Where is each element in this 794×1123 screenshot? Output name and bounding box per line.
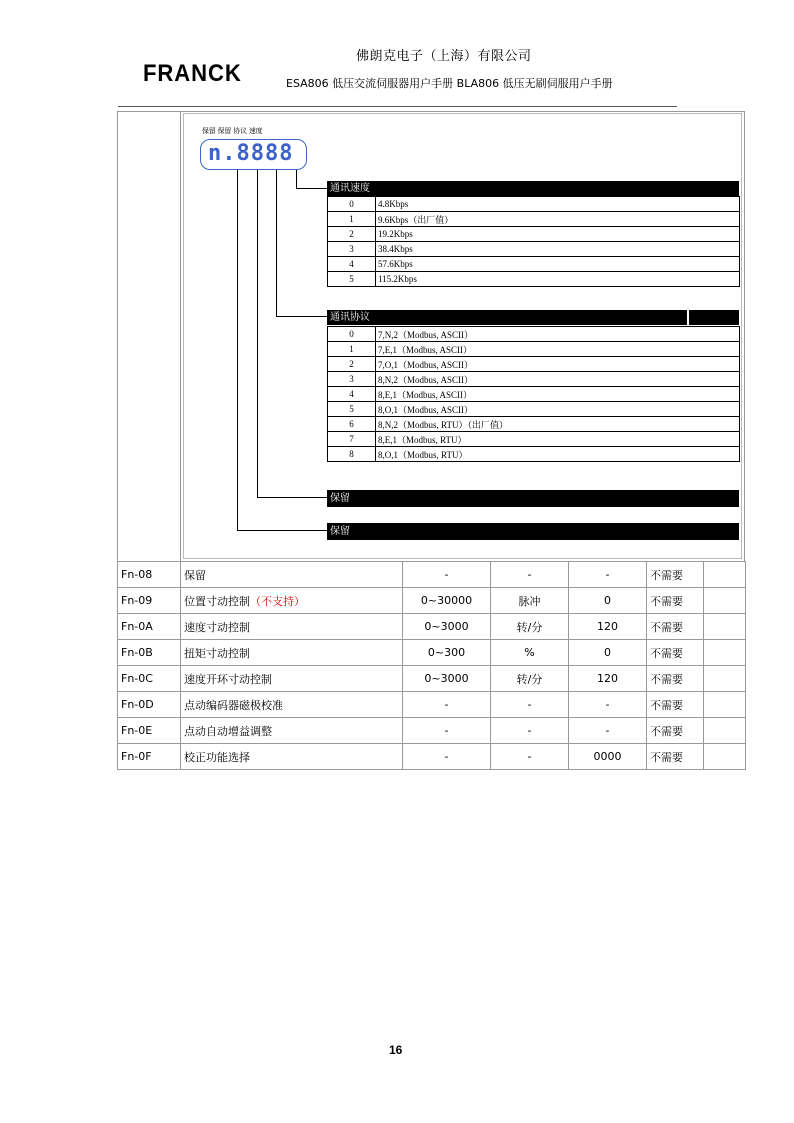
param-unit: 脉冲 [491, 588, 569, 614]
table-row [328, 447, 740, 462]
table-row [328, 327, 740, 342]
connector-reserved2-horizontal [237, 530, 327, 531]
franck-logo: FRANCK [143, 60, 242, 87]
connector-speed-vertical [296, 170, 297, 189]
param-empty [704, 562, 746, 588]
param-range: - [403, 562, 491, 588]
connector-protocol-vertical [276, 170, 277, 317]
connector-reserved1-vertical [257, 170, 258, 498]
table-row [118, 692, 746, 718]
code-cell: 4 [328, 257, 376, 272]
param-name-text: 点动自动增益调整 [184, 724, 272, 738]
code-cell: 0 [328, 197, 376, 212]
param-code: Fn-0E [118, 718, 181, 744]
param-restart: 不需要 [647, 718, 704, 744]
param-range: 0~3000 [403, 666, 491, 692]
table-row [118, 666, 746, 692]
param-unit: % [491, 640, 569, 666]
param-restart: 不需要 [647, 640, 704, 666]
param-default: 120 [569, 614, 647, 640]
code-cell: 0 [328, 327, 376, 342]
code-cell: 4 [328, 387, 376, 402]
param-restart: 不需要 [647, 692, 704, 718]
param-default: - [569, 718, 647, 744]
desc-cell: 8,O,1（Modbus, ASCII） [376, 402, 740, 417]
desc-cell: 19.2Kbps [376, 227, 740, 242]
code-cell: 7 [328, 432, 376, 447]
diagram-row-divider [180, 111, 181, 562]
speed-table-title: 通讯速度 [327, 181, 739, 196]
table-row [328, 372, 740, 387]
table-row [328, 342, 740, 357]
manual-subtitle: ESA806 低压交流伺服器用户手册 BLA806 低压无刷伺服用户手册 [286, 77, 613, 90]
param-code: Fn-0A [118, 614, 181, 640]
desc-cell: 57.6Kbps [376, 257, 740, 272]
param-name [181, 718, 403, 744]
code-cell: 1 [328, 212, 376, 227]
table-row [328, 257, 740, 272]
table-row [328, 402, 740, 417]
param-range: - [403, 718, 491, 744]
desc-cell: 115.2Kbps [376, 272, 740, 287]
code-cell: 6 [328, 417, 376, 432]
protocol-table-title: 通讯协议 [327, 310, 687, 325]
param-note: （不支持） [250, 594, 305, 608]
param-name [181, 666, 403, 692]
table-row [118, 640, 746, 666]
desc-cell: 38.4Kbps [376, 242, 740, 257]
param-range: 0~3000 [403, 614, 491, 640]
table-row [328, 242, 740, 257]
param-default: - [569, 692, 647, 718]
desc-cell: 7,N,2（Modbus, ASCII） [376, 327, 740, 342]
param-empty [704, 718, 746, 744]
table-row [118, 588, 746, 614]
code-cell: 1 [328, 342, 376, 357]
param-unit: - [491, 562, 569, 588]
code-cell: 3 [328, 242, 376, 257]
param-restart: 不需要 [647, 666, 704, 692]
connector-reserved2-vertical [237, 170, 238, 531]
desc-cell: 8,O,1（Modbus, RTU） [376, 447, 740, 462]
company-name: 佛朗克电子（上海）有限公司 [356, 49, 532, 64]
param-restart: 不需要 [647, 562, 704, 588]
param-range: - [403, 692, 491, 718]
param-empty [704, 640, 746, 666]
table-row [328, 197, 740, 212]
code-cell: 2 [328, 227, 376, 242]
connector-protocol-horizontal [276, 316, 327, 317]
desc-cell: 7,O,1（Modbus, ASCII） [376, 357, 740, 372]
desc-cell: 8,N,2（Modbus, RTU）（出厂值） [376, 417, 740, 432]
param-empty [704, 692, 746, 718]
code-cell: 8 [328, 447, 376, 462]
desc-cell: 8,N,2（Modbus, ASCII） [376, 372, 740, 387]
param-code: Fn-08 [118, 562, 181, 588]
param-default: 0000 [569, 744, 647, 770]
code-cell: 3 [328, 372, 376, 387]
param-name [181, 562, 403, 588]
table-row [328, 272, 740, 287]
table-row [118, 562, 746, 588]
led-display-digits: n.8888 [208, 141, 294, 166]
code-cell: 2 [328, 357, 376, 372]
param-empty [704, 666, 746, 692]
param-restart: 不需要 [647, 588, 704, 614]
param-code: Fn-0B [118, 640, 181, 666]
param-name-text: 保留 [184, 568, 206, 582]
reserved-bar-1: 保留 [327, 490, 739, 507]
table-row [328, 212, 740, 227]
protocol-title-block [689, 310, 739, 325]
param-unit: - [491, 718, 569, 744]
page-number: 16 [389, 1043, 403, 1057]
param-name-text: 校正功能选择 [184, 750, 250, 764]
param-unit: 转/分 [491, 614, 569, 640]
desc-cell: 8,E,1（Modbus, RTU） [376, 432, 740, 447]
param-default: 0 [569, 640, 647, 666]
param-code: Fn-0D [118, 692, 181, 718]
param-name-text: 点动编码器磁极校准 [184, 698, 283, 712]
param-name [181, 692, 403, 718]
parameter-table [117, 561, 746, 770]
speed-table [327, 196, 740, 287]
desc-cell: 9.6Kbps（出厂值） [376, 212, 740, 227]
protocol-table [327, 326, 740, 462]
table-row [118, 744, 746, 770]
param-code: Fn-09 [118, 588, 181, 614]
param-restart: 不需要 [647, 744, 704, 770]
param-empty [704, 744, 746, 770]
param-empty [704, 588, 746, 614]
table-row [118, 614, 746, 640]
param-default: 120 [569, 666, 647, 692]
param-range: - [403, 744, 491, 770]
param-name-text: 位置寸动控制 [184, 594, 250, 608]
table-row [328, 227, 740, 242]
table-row [328, 417, 740, 432]
param-name-text: 扭矩寸动控制 [184, 646, 250, 660]
param-code: Fn-0F [118, 744, 181, 770]
desc-cell: 7,E,1（Modbus, ASCII） [376, 342, 740, 357]
param-code: Fn-0C [118, 666, 181, 692]
param-name [181, 744, 403, 770]
param-unit: 转/分 [491, 666, 569, 692]
param-restart: 不需要 [647, 614, 704, 640]
param-unit: - [491, 744, 569, 770]
param-name-text: 速度开环寸动控制 [184, 672, 272, 686]
param-unit: - [491, 692, 569, 718]
table-row [328, 432, 740, 447]
header-divider [118, 106, 677, 107]
desc-cell: 8,E,1（Modbus, ASCII） [376, 387, 740, 402]
param-range: 0~30000 [403, 588, 491, 614]
param-default: 0 [569, 588, 647, 614]
connector-speed-horizontal [296, 188, 327, 189]
led-digit-caption: 保留 保留 协议 速度 [202, 127, 263, 135]
desc-cell: 4.8Kbps [376, 197, 740, 212]
param-name [181, 614, 403, 640]
param-range: 0~300 [403, 640, 491, 666]
table-row [328, 357, 740, 372]
param-name [181, 640, 403, 666]
table-row [328, 387, 740, 402]
code-cell: 5 [328, 272, 376, 287]
param-default: - [569, 562, 647, 588]
param-empty [704, 614, 746, 640]
code-cell: 5 [328, 402, 376, 417]
reserved-bar-2: 保留 [327, 523, 739, 540]
connector-reserved1-horizontal [257, 497, 327, 498]
table-row [118, 718, 746, 744]
param-name-text: 速度寸动控制 [184, 620, 250, 634]
param-name [181, 588, 403, 614]
